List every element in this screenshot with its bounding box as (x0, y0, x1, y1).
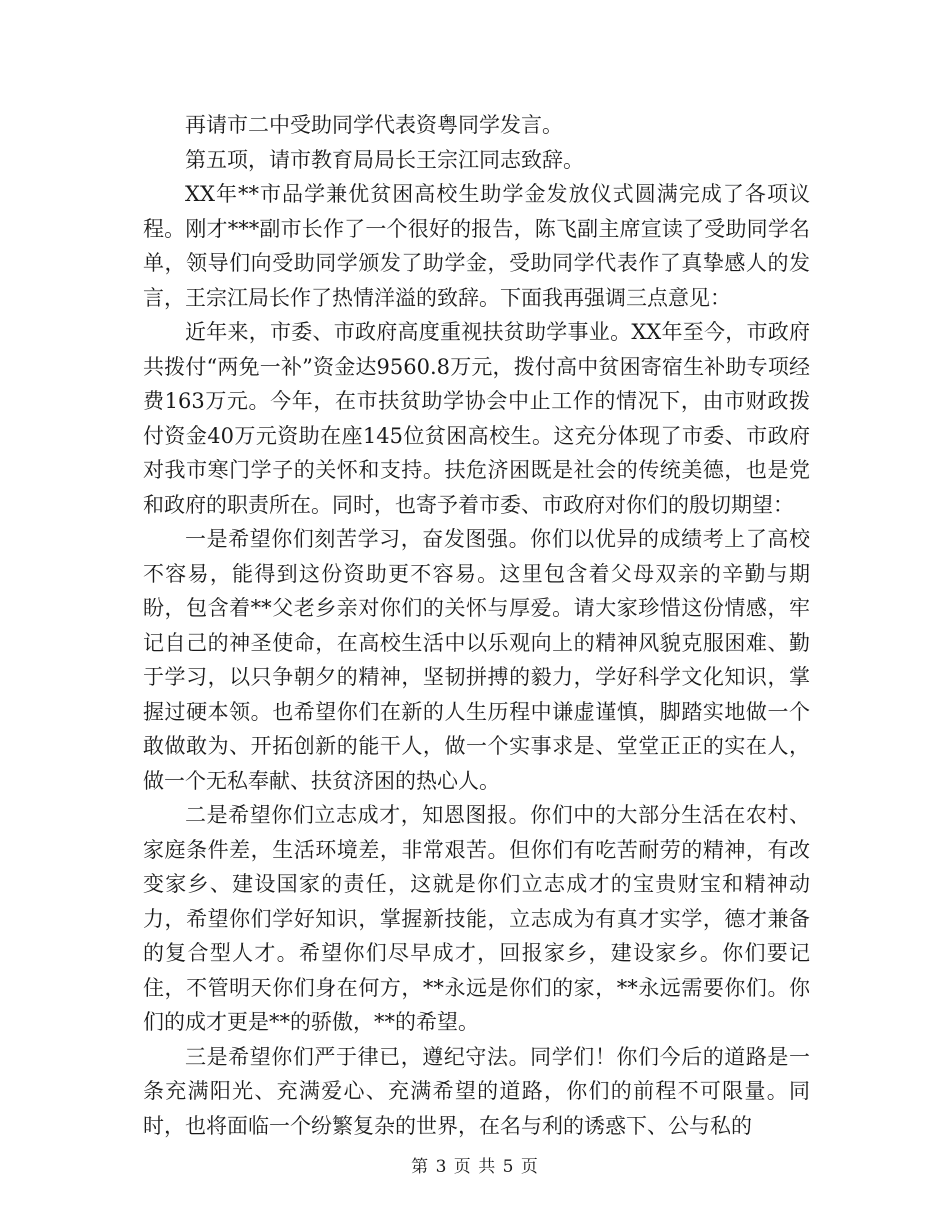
paragraph-2: 第五项，请市教育局局长王宗江同志致辞。 (185, 147, 584, 172)
paragraph-3: XX年**市品学兼优贫困高校生助学金发放仪式圆满完成了各项议程。刚才***副市长作了一个很好的报告，陈飞副主席宣读了受助同学名单，领导们向受助同学颁发了助学金，受助同学代表作了真挚感人的发言，王宗江局长作了热情洋溢的致辞。下面我再强调三点意见： (143, 182, 810, 310)
paragraph-4: 近年来，市委、市政府高度重视扶贫助学事业。XX年至今，市政府共拨付“两免一补”资金达9560.8万元，拨付高中贫困寄宿生补助专项经费163万元。今年，在市扶贫助学协会中止工作的情况下，由市财政拨付资金40万元资助在座145位贫困高校生。这充分体现了市委、市政府对我市寒门学子的关怀和支持。扶危济困既是社会的传统美德，也是党和政府的职责所在。同时，也寄予着市委、市政府对你们的殷切期望： (143, 320, 810, 517)
paragraph-6: 二是希望你们立志成才，知恩图报。你们中的大部分生活在农村、家庭条件差，生活环境差，非常艰苦。但你们有吃苦耐劳的精神，有改变家乡、建设国家的责任，这就是你们立志成才的宝贵财宝和精神动力，希望你们学好知识，掌握新技能，立志成为有真才实学，德才兼备的复合型人才。希望你们尽早成才，回报家乡，建设家乡。你们要记住，不管明天你们身在何方，**永远是你们的家，**永远需要你们。你们的成才更是**的骄傲，**的希望。 (143, 803, 810, 1034)
paragraph-5: 一是希望你们刻苦学习，奋发图强。你们以优异的成绩考上了高校不容易，能得到这份资助更不容易。这里包含着父母双亲的辛勤与期盼，包含着**父老乡亲对你们的关怀与厚爱。请大家珍惜这份情感，牢记自己的神圣使命，在高校生活中以乐观向上的精神风貌克服困难、勤于学习，以只争朝夕的精神，坚韧拼搏的毅力，学好科学文化知识，掌握过硬本领。也希望你们在新的人生历程中谦虚谨慎，脚踏实地做一个敢做敢为、开拓创新的能干人，做一个实事求是、堂堂正正的实在人，做一个无私奉献、扶贫济困的热心人。 (143, 527, 810, 793)
page-number-footer: 第 3 页 共 5 页 (411, 1157, 539, 1177)
document-body (143, 108, 810, 1143)
paragraph-7: 三是希望你们严于律已，遵纪守法。同学们！你们今后的道路是一条充满阳光、充满爱心、充满希望的道路，你们的前程不可限量。同时，也将面临一个纷繁复杂的世界，在名与利的诱惑下、公与私的 (143, 1044, 810, 1138)
paragraph-1: 再请市二中受助同学代表资粤同学发言。 (185, 113, 563, 137)
